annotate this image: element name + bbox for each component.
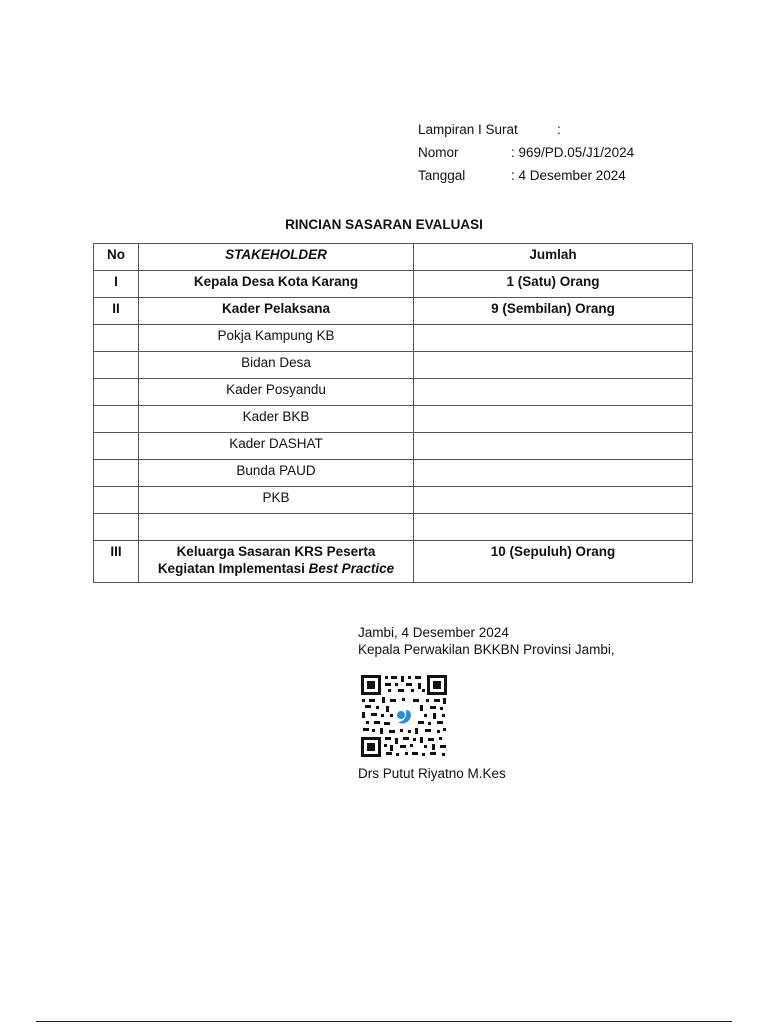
table-row (94, 271, 693, 298)
lampiran-value: : (557, 122, 561, 137)
table-row-empty (94, 514, 693, 541)
table-row (94, 406, 693, 433)
row-no (94, 487, 139, 514)
row-jumlah (414, 460, 693, 487)
tanggal-row (418, 164, 634, 187)
row-stakeholder: Bidan Desa (139, 352, 414, 379)
stakeholder-line-2: Kegiatan Implementasi (157, 561, 305, 576)
header-no: No (94, 244, 139, 271)
lampiran-row (418, 118, 634, 141)
row-jumlah (414, 406, 693, 433)
row-no (94, 514, 139, 541)
row-jumlah (414, 325, 693, 352)
table-row (94, 541, 693, 583)
row-jumlah: 10 (Sepuluh) Orang (414, 541, 693, 583)
row-stakeholder (139, 514, 414, 541)
row-stakeholder: Kader DASHAT (139, 433, 414, 460)
row-stakeholder: Kader BKB (139, 406, 414, 433)
row-jumlah (414, 352, 693, 379)
tanggal-label: Tanggal (418, 168, 466, 183)
nomor-label: Nomor (418, 145, 459, 160)
row-no: III (94, 541, 139, 583)
row-jumlah (414, 487, 693, 514)
nomor-row (418, 141, 634, 164)
row-jumlah: 1 (Satu) Orang (414, 271, 693, 298)
nomor-value: : 969/PD.05/J1/2024 (511, 145, 635, 160)
page-bottom-divider (36, 1021, 732, 1022)
row-jumlah (414, 514, 693, 541)
stakeholder-italic: Best Practice (308, 561, 395, 576)
header-jumlah: Jumlah (414, 244, 693, 271)
table-row (94, 379, 693, 406)
document-title: RINCIAN SASARAN EVALUASI (285, 217, 483, 232)
letter-metadata (418, 118, 634, 187)
stakeholder-line-1: Keluarga Sasaran KRS Peserta (176, 544, 376, 559)
row-stakeholder: Bunda PAUD (139, 460, 414, 487)
row-no (94, 406, 139, 433)
row-jumlah (414, 379, 693, 406)
row-no (94, 460, 139, 487)
signature-block (358, 624, 615, 658)
place-date: Jambi, 4 Desember 2024 (358, 625, 509, 640)
lampiran-label: Lampiran I Surat (418, 122, 518, 137)
row-stakeholder: Kepala Desa Kota Karang (139, 271, 414, 298)
row-no (94, 352, 139, 379)
row-jumlah: 9 (Sembilan) Orang (414, 298, 693, 325)
row-stakeholder: Kader Pelaksana (139, 298, 414, 325)
table-row (94, 325, 693, 352)
row-stakeholder: PKB (139, 487, 414, 514)
row-no (94, 379, 139, 406)
row-jumlah (414, 433, 693, 460)
row-no: II (94, 298, 139, 325)
qr-code-icon (360, 674, 448, 758)
signer-name: Drs Putut Riyatno M.Kes (358, 766, 506, 781)
row-no: I (94, 271, 139, 298)
row-stakeholder: Pokja Kampung KB (139, 325, 414, 352)
row-no (94, 433, 139, 460)
rincian-table (93, 243, 693, 583)
table-row (94, 487, 693, 514)
tanggal-value: : 4 Desember 2024 (511, 168, 626, 183)
row-stakeholder (139, 541, 414, 583)
header-stakeholder: STAKEHOLDER (139, 244, 414, 271)
table-row (94, 298, 693, 325)
table-row (94, 352, 693, 379)
row-no (94, 325, 139, 352)
table-row (94, 433, 693, 460)
signer-position: Kepala Perwakilan BKKBN Provinsi Jambi, (358, 642, 615, 657)
table-row (94, 460, 693, 487)
table-header-row (94, 244, 693, 271)
row-stakeholder: Kader Posyandu (139, 379, 414, 406)
